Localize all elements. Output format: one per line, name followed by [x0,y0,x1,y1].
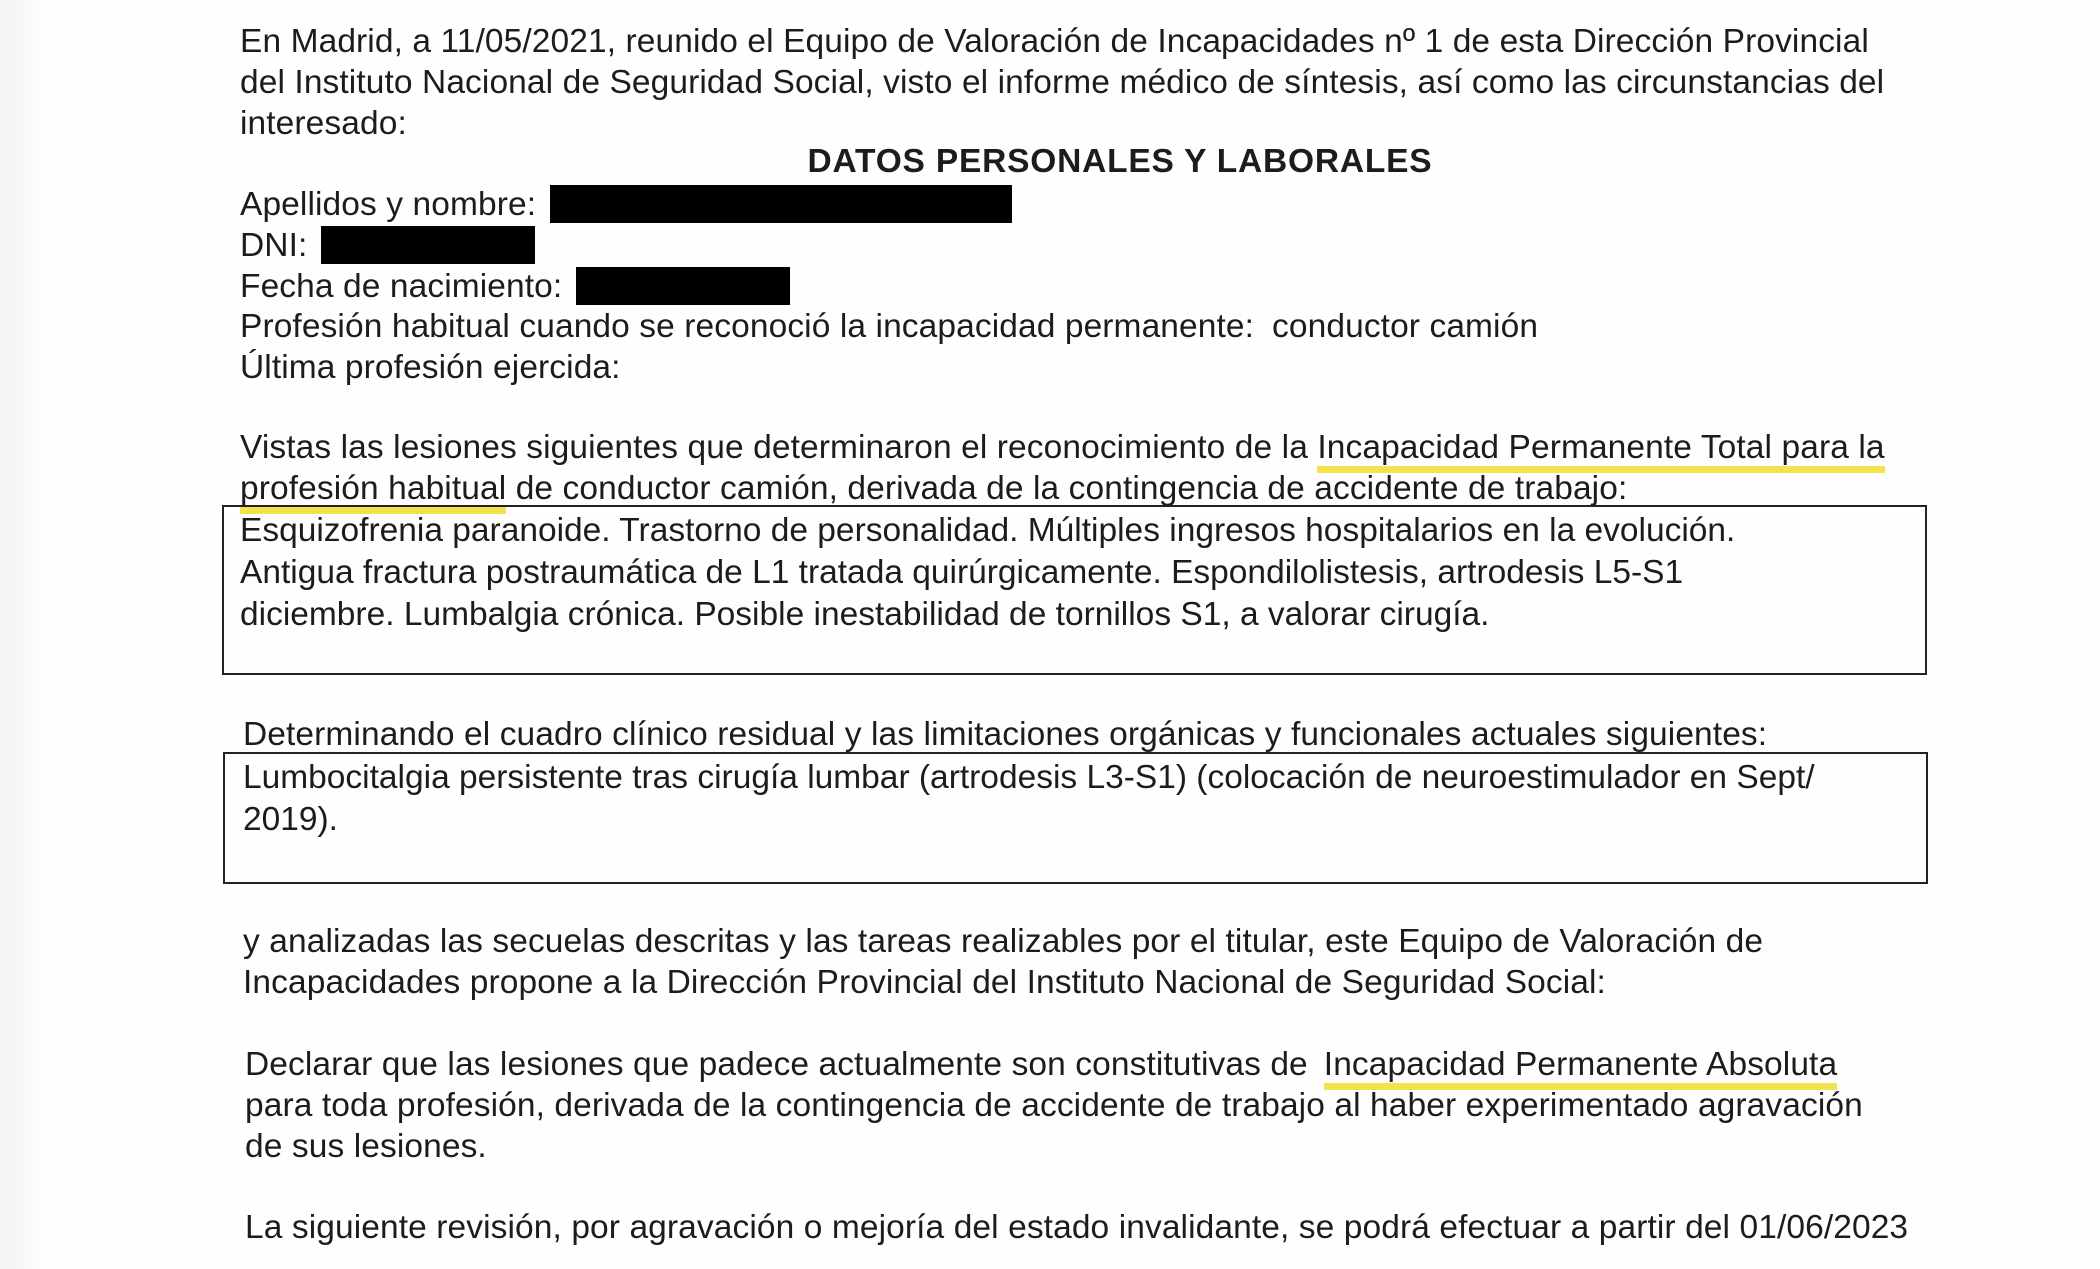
scan-margin [0,0,70,1269]
intro-line-2: del Instituto Nacional de Seguridad Social, visto el informe médico de síntesis, así como las circunstancias del [240,64,1885,101]
field-profession-value: conductor camión [1272,308,1539,345]
lesions-intro-line-2 [240,469,1627,509]
highlight-incapacity-total: Incapacidad Permanente Total para la [1317,429,1884,473]
field-last-profession: Última profesión ejercida: [240,349,621,386]
residual-box [223,752,1928,884]
residual-intro: Determinando el cuadro clínico residual y las limitaciones orgánicas y funcionales actuales siguientes: [243,716,1768,753]
field-profession [240,307,1538,347]
lesions-box-line-2: Antigua fractura postraumática de L1 tratada quirúrgicamente. Espondilolistesis, artrodesis L5-S1 [240,554,1684,591]
highlight-profession: profesión habitual [240,470,506,514]
lesions-intro-text: Vistas las lesiones siguientes que determinaron el reconocimiento de la [240,429,1318,466]
analysis-line-1: y analizadas las secuelas descritas y las tareas realizables por el titular, este Equipo de Valoración de [243,923,1764,960]
analysis-line-2: Incapacidades propone a la Dirección Provincial del Instituto Nacional de Seguridad Social: [243,964,1606,1001]
redaction-bar-dni [321,226,535,264]
field-dni-label: DNI: [240,227,308,264]
highlight-incapacity-absolute: Incapacidad Permanente Absoluta [1324,1046,1837,1090]
lesions-box [222,505,1927,675]
field-name-label: Apellidos y nombre: [240,186,537,223]
residual-box-line-1: Lumbocitalgia persistente tras cirugía lumbar (artrodesis L3-S1) (colocación de neuroestimulador en Sept/ [243,759,1815,796]
declaration-line-2: para toda profesión, derivada de la contingencia de accidente de trabajo al haber experimentado agravación [245,1087,1863,1124]
field-birthdate [240,267,790,307]
redaction-bar-birthdate [576,267,790,305]
lesions-box-line-1: Esquizofrenia paranoide. Trastorno de personalidad. Múltiples ingresos hospitalarios en la evolución. [240,512,1736,549]
section-heading: DATOS PERSONALES Y LABORALES [807,143,1433,180]
redaction-bar-name [550,185,1012,223]
intro-line-1: En Madrid, a 11/05/2021, reunido el Equipo de Valoración de Incapacidades nº 1 de esta Dirección Provincial [240,23,1869,60]
residual-box-line-2: 2019). [243,801,338,838]
intro-line-3: interesado: [240,105,407,142]
declaration-text: Declarar que las lesiones que padece actualmente son constitutivas de [245,1046,1308,1083]
lesions-intro-line-1 [240,428,1885,468]
declaration-line-3: de sus lesiones. [245,1128,487,1165]
declaration-line-1 [245,1045,1837,1085]
field-dni [240,226,535,266]
lesions-intro-rest: de conductor camión, derivada de la contingencia de accidente de trabajo: [506,470,1628,507]
field-name [240,185,1012,225]
field-birthdate-label: Fecha de nacimiento: [240,268,563,305]
lesions-box-line-3: diciembre. Lumbalgia crónica. Posible inestabilidad de tornillos S1, a valorar cirugía. [240,596,1490,633]
field-profession-label: Profesión habitual cuando se reconoció la incapacidad permanente: [240,308,1255,345]
revision-line: La siguiente revisión, por agravación o mejoría del estado invalidante, se podrá efectuar a partir del 01/06/2023 [245,1209,1909,1246]
